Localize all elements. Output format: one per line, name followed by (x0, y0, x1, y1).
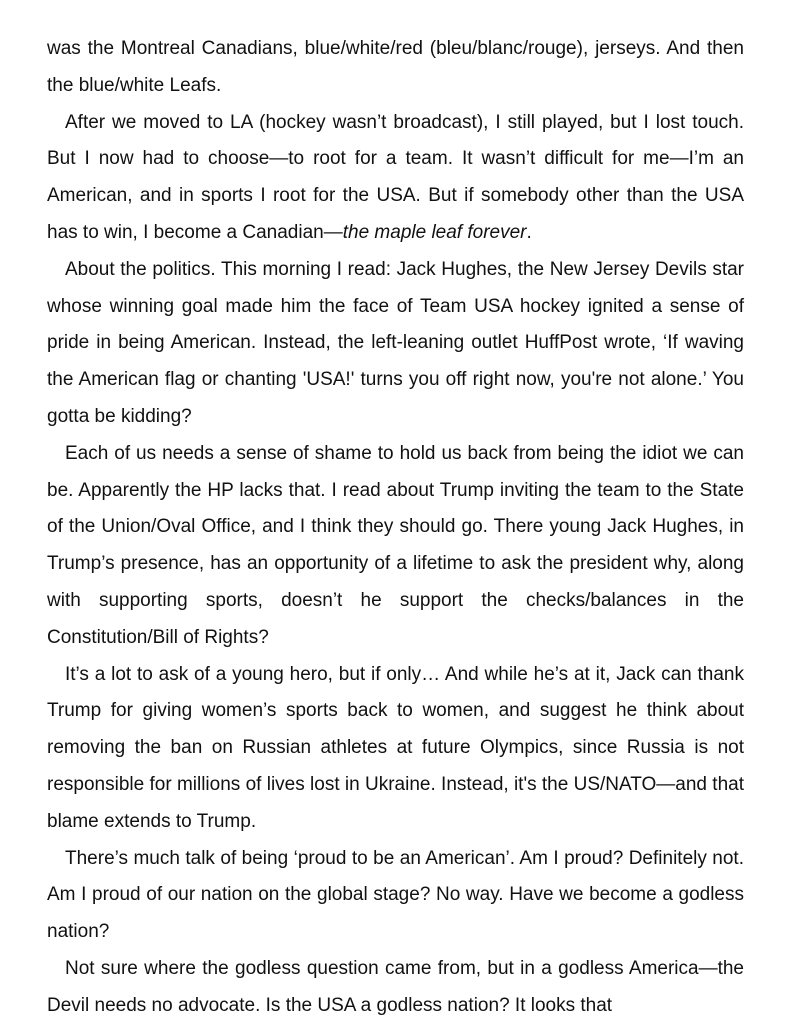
paragraph-7: Not sure where the godless question came from, but in a godless America—the Devil needs no advocate. Is the USA a godless nation? It looks that (47, 957, 744, 1016)
paragraph-6: There’s much talk of being ‘proud to be an American’. Am I proud? Definitely not. Am I proud of our nation on the global stage? No way. Have we become a godless nation? (47, 847, 744, 943)
paragraph-2-italic: the maple leaf forever (342, 221, 527, 243)
document-page (47, 31, 744, 1025)
paragraph-1: was the Montreal Canadians, blue/white/red (bleu/blanc/rouge), jerseys. And then the blue/white Leafs. (47, 38, 744, 96)
paragraph-4: Each of us needs a sense of shame to hold us back from being the idiot we can be. Apparently the HP lacks that. I read about Trump inviting the team to the State of the Union/Oval Office, and I think they should go. There young Jack Hughes, in Trump’s presence, has an opportunity of a lifetime to ask the president why, along with supporting sports, doesn’t he support the checks/balances in the Constitution/Bill of Rights? (47, 442, 744, 648)
paragraph-2-end: . (526, 221, 532, 243)
paragraph-5: It’s a lot to ask of a young hero, but if only… And while he’s at it, Jack can thank Trump for giving women’s sports back to women, and suggest he think about removing the ban on Russian athletes at future Olympics, since Russia is not responsible for millions of lives lost in Ukraine. Instead, it's the US/NATO—and that blame extends to Trump. (47, 663, 744, 832)
paragraph-2-text: After we moved to LA (hockey wasn’t broadcast), I still played, but I lost touch. But I now had to choose—to root for a team. It wasn’t difficult for me—I’m an American, and in sports I root for the USA. But if somebody other than the USA has to win, I become a Canadian— (47, 111, 744, 243)
paragraph-2 (47, 105, 744, 252)
paragraph-3: About the politics. This morning I read: Jack Hughes, the New Jersey Devils star whose winning goal made him the face of Team USA hockey ignited a sense of pride in being American. Instead, the left-leaning outlet HuffPost wrote, ‘If waving the American flag or chanting 'USA!' turns you off right now, you're not alone.’ You gotta be kidding? (47, 258, 744, 427)
